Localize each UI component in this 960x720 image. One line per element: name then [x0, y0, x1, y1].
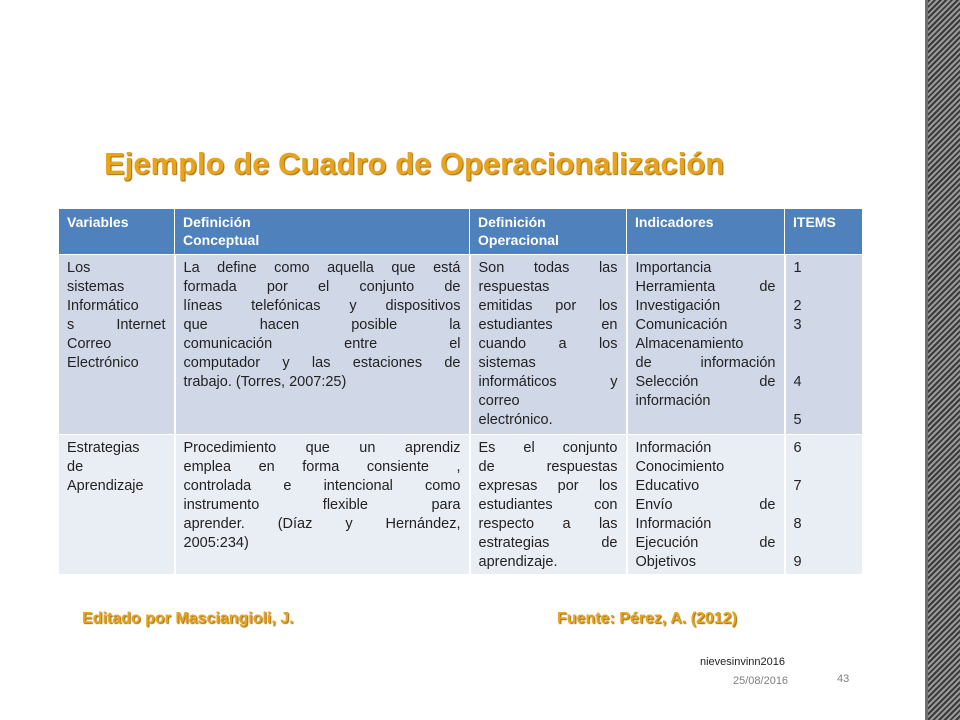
cell-line: computador y las estaciones de [183, 355, 461, 371]
date-label: 25/08/2016 [733, 675, 789, 687]
cell-line: 2005:234) [183, 535, 249, 551]
cell-line: Información [635, 516, 712, 532]
slide-title: Ejemplo de Cuadro de Operacionalización [104, 146, 725, 181]
item-number [794, 458, 854, 477]
header-conceptual [175, 209, 470, 255]
cell-line: electrónico. [478, 412, 553, 428]
item-number [794, 534, 854, 553]
cell-line: sistemas [67, 279, 125, 295]
cell-items [785, 435, 863, 575]
cell-line: aprendizaje. [478, 554, 558, 570]
item-number: 4 [793, 374, 802, 390]
cell-line: Los [67, 260, 91, 276]
item-number: 3 [793, 317, 802, 333]
cell-line: sistemas [478, 355, 536, 371]
cell-line: comunicación entre el [183, 336, 461, 352]
cell-line: Definición [183, 214, 251, 230]
cell-line: de respuestas [478, 459, 618, 475]
cell-line: estudiantes con [478, 497, 618, 513]
item-number [794, 278, 854, 297]
item-number: 8 [793, 516, 802, 532]
cell-line: expresas por los [478, 478, 618, 494]
cell-line: Investigación [635, 298, 721, 314]
cell-line: Electrónico [67, 355, 139, 371]
cell-line: Objetivos [635, 554, 696, 570]
item-number [794, 335, 854, 354]
table-header-row [59, 209, 863, 255]
cell-indicadores [627, 435, 785, 575]
cell-line: Conceptual [183, 232, 260, 248]
cell-line: Es el conjunto [478, 440, 618, 456]
cell-line: Son todas las [478, 260, 618, 276]
cell-conceptual [175, 435, 470, 575]
cell-operacional [470, 435, 627, 575]
cell-line: Estrategias [67, 440, 140, 456]
item-number: 2 [793, 298, 802, 314]
cell-line: de información [635, 355, 776, 371]
cell-line: Selección de [635, 374, 776, 390]
cell-line: Comunicación [635, 317, 728, 333]
cell-line: Operacional [478, 232, 559, 248]
item-number: 5 [793, 412, 802, 428]
cell-line: Envío de [635, 497, 776, 513]
cell-items [785, 255, 863, 435]
cell-line: Almacenamiento [635, 336, 744, 352]
item-number: 9 [793, 554, 802, 570]
cell-line: información [635, 393, 711, 409]
cell-line: que hacen posible la [183, 317, 461, 333]
cell-variable [59, 255, 175, 435]
cell-line: instrumento flexible para [183, 497, 461, 513]
item-number: 1 [793, 260, 802, 276]
cell-line: Correo [67, 336, 112, 352]
cell-line: Importancia [635, 260, 712, 276]
cell-line: controlada e intencional como [183, 478, 461, 494]
cell-line: Información [635, 440, 712, 456]
cell-line: La define como aquella que está [183, 260, 461, 276]
cell-line: aprender. (Díaz y Hernández, [183, 516, 461, 532]
cell-operacional [470, 255, 627, 435]
cell-line: correo [478, 393, 520, 409]
cell-line: Educativo [635, 478, 700, 494]
table-row [59, 255, 863, 435]
cell-line: Conocimiento [635, 459, 725, 475]
cell-line: respuestas [478, 279, 550, 295]
header-items [785, 209, 863, 255]
cell-line: emitidas por los [478, 298, 618, 314]
item-number: 6 [793, 440, 802, 456]
cell-line: Definición [478, 214, 546, 230]
page-number: 43 [837, 673, 850, 685]
cell-line: formada por el conjunto de [183, 279, 461, 295]
cell-line: respecto a las [478, 516, 618, 532]
header-variables [59, 209, 175, 255]
cell-line: Herramienta de [635, 279, 776, 295]
cell-line: Aprendizaje [67, 478, 144, 494]
cell-line: ITEMS [793, 214, 836, 230]
cell-line: informáticos y [478, 374, 618, 390]
cell-line: líneas telefónicas y dispositivos [183, 298, 461, 314]
item-number [794, 392, 854, 411]
cell-line: emplea en forma consiente , [183, 459, 461, 475]
cell-variable [59, 435, 175, 575]
cell-conceptual [175, 255, 470, 435]
cell-line: estrategias de [478, 535, 618, 551]
cell-line: trabajo. (Torres, 2007:25) [183, 374, 347, 390]
item-number [794, 496, 854, 515]
source-label: Fuente: Pérez, A. (2012) [557, 610, 737, 627]
table-row [59, 435, 863, 575]
cell-line: s Internet [67, 317, 166, 333]
cell-line: Indicadores [635, 214, 714, 230]
item-number [794, 354, 854, 373]
edited-by-label: Editado por Masciangioli, J. [82, 610, 294, 627]
author-label: nievesinvinn2016 [700, 656, 786, 668]
decorative-side-border [928, 0, 960, 720]
cell-line: Procedimiento que un aprendiz [183, 440, 461, 456]
cell-line: de [67, 459, 84, 475]
operationalization-table [58, 208, 862, 570]
header-operacional [470, 209, 627, 255]
cell-line: estudiantes en [478, 317, 618, 333]
cell-line: cuando a los [478, 336, 618, 352]
cell-line: Ejecución de [635, 535, 776, 551]
cell-indicadores [627, 255, 785, 435]
header-indicadores [627, 209, 785, 255]
item-number: 7 [793, 478, 802, 494]
cell-line: Informático [67, 298, 139, 314]
cell-line: Variables [67, 214, 129, 230]
